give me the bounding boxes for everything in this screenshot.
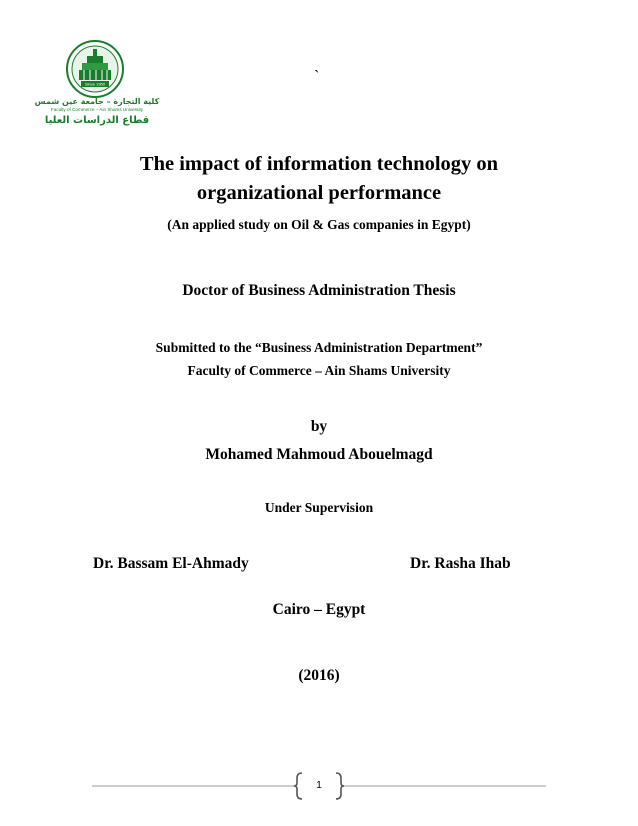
thesis-title (0, 150, 638, 208)
stray-backtick: ` (314, 68, 320, 85)
location: Cairo – Egypt (272, 601, 366, 618)
thesis-title-line-2: organizational performance (196, 182, 442, 204)
thesis-subtitle: (An applied study on Oil & Gas companies in Egypt) (167, 217, 471, 232)
author-name: Mohamed Mahmoud Abouelmagd (205, 446, 433, 463)
arabic-sector-name: قطاع الدراسات العليا (44, 115, 150, 126)
year: (2016) (298, 667, 340, 684)
by-label: by (310, 418, 328, 435)
supervisor-2: Dr. Rasha Ihab (410, 555, 511, 572)
submitted-to-line: Submitted to the “Business Administration Department” (155, 340, 483, 355)
logo-since-text: Since 1950 (84, 81, 106, 87)
arabic-faculty-name: كلية التجارة – جامعة عين شمس (34, 97, 160, 106)
supervisor-1: Dr. Bassam El-Ahmady (93, 555, 249, 572)
university-logo (66, 40, 124, 98)
thesis-title-line-1: The impact of information technology on (139, 153, 499, 175)
page-number: 1 (316, 780, 322, 791)
degree-line: Doctor of Business Administration Thesis (182, 282, 456, 299)
english-faculty-name: Faculty of Commerce – Ain Shams University (50, 107, 144, 112)
faculty-line: Faculty of Commerce – Ain Shams University (187, 363, 451, 378)
under-supervision-label: Under Supervision (264, 500, 374, 515)
